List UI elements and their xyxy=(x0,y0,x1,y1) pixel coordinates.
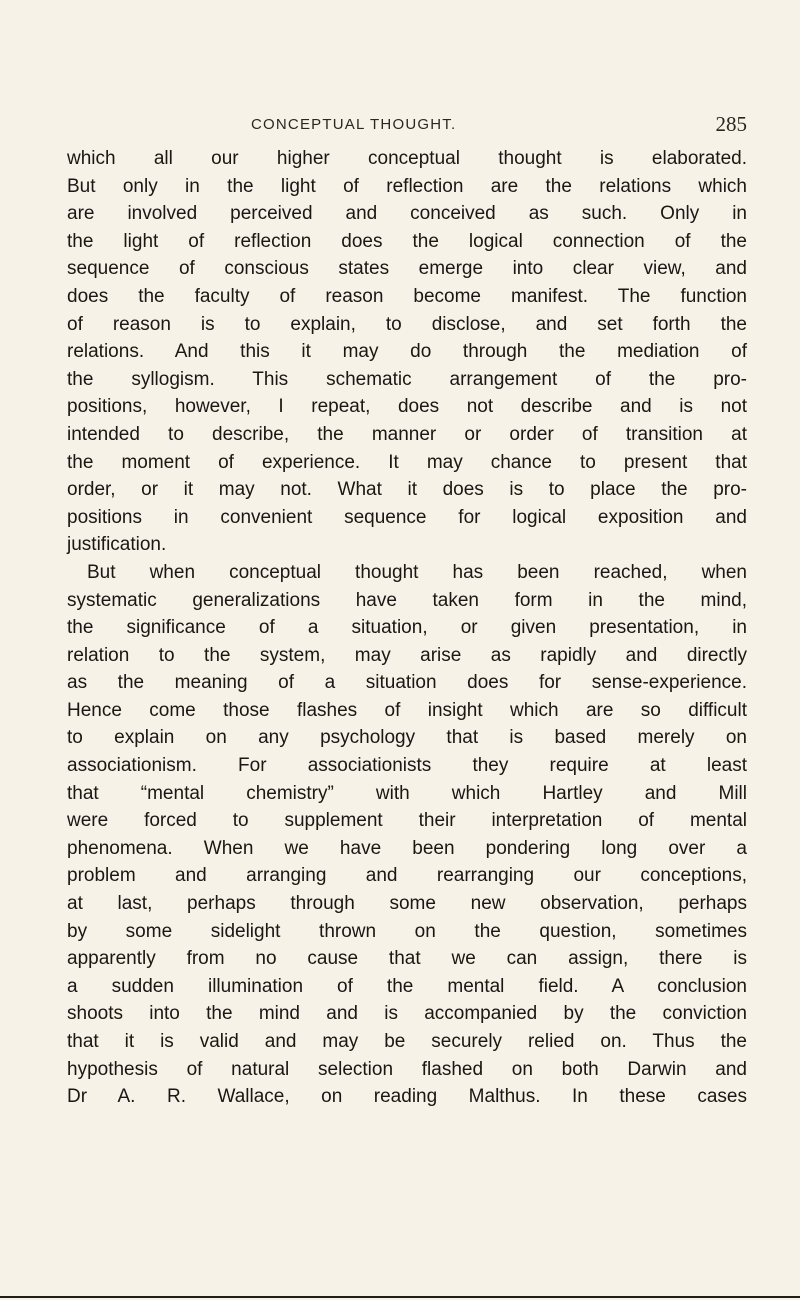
text-line: the syllogism. This schematic arrangement of the pro- xyxy=(67,368,747,390)
text-line: problem and arranging and rearranging our conceptions, xyxy=(67,865,747,887)
text-line: positions in convenient sequence for logical exposition and xyxy=(67,506,747,528)
text-line: which all our higher conceptual thought is elaborated. xyxy=(67,148,747,169)
scan-edge-divider xyxy=(0,1296,800,1298)
text-line: But when conceptual thought has been reached, when xyxy=(87,561,747,583)
text-line: relations. And this it may do through the mediation of xyxy=(67,341,747,363)
text-line: order, or it may not. What it does is to place the pro- xyxy=(67,479,747,501)
text-line: systematic generalizations have taken form in the mind, xyxy=(67,589,747,611)
body-text xyxy=(67,145,747,1111)
text-line: does the faculty of reason become manifest. The function xyxy=(67,285,747,307)
text-line: the light of reflection does the logical connection of the xyxy=(67,230,747,252)
text-line: the moment of experience. It may chance to present that xyxy=(67,451,747,473)
text-line: were forced to supplement their interpretation of mental xyxy=(67,810,747,832)
running-head-title: CONCEPTUAL THOUGHT. xyxy=(251,116,457,133)
text-line: hypothesis of natural selection flashed on both Darwin and xyxy=(67,1058,747,1080)
text-line: Hence come those flashes of insight which are so difficult xyxy=(67,699,747,721)
text-line: relation to the system, may arise as rapidly and directly xyxy=(67,644,747,666)
text-line: positions, however, I repeat, does not describe and is not xyxy=(67,396,747,418)
text-line: that it is valid and may be securely relied on. Thus the xyxy=(67,1031,747,1052)
text-line: at last, perhaps through some new observation, perhaps xyxy=(67,893,747,915)
text-line: the significance of a situation, or given presentation, in xyxy=(67,617,747,639)
text-line: are involved perceived and conceived as such. Only in xyxy=(67,203,747,225)
text-line: justification. xyxy=(67,534,167,556)
text-line: intended to describe, the manner or order of transition at xyxy=(67,423,747,445)
text-line: as the meaning of a situation does for sense-experience. xyxy=(67,672,747,694)
text-line: sequence of conscious states emerge into clear view, and xyxy=(67,258,747,280)
text-line: that “mental chemistry” with which Hartley and Mill xyxy=(67,782,747,804)
text-line: apparently from no cause that we can assign, there is xyxy=(67,948,747,970)
running-head xyxy=(67,112,747,138)
text-line: Dr A. R. Wallace, on reading Malthus. In these cases xyxy=(67,1086,747,1108)
text-line: But only in the light of reflection are the relations which xyxy=(67,175,747,197)
text-line: to explain on any psychology that is based merely on xyxy=(67,727,747,749)
text-line: a sudden illumination of the mental field. A conclusion xyxy=(67,975,747,997)
text-line: shoots into the mind and is accompanied by the conviction xyxy=(67,1003,747,1025)
text-line: by some sidelight thrown on the question, sometimes xyxy=(67,920,747,942)
page-number: 285 xyxy=(715,112,747,136)
text-line: of reason is to explain, to disclose, and set forth the xyxy=(67,313,747,335)
text-line: phenomena. When we have been pondering long over a xyxy=(67,837,747,859)
text-line: associationism. For associationists they require at least xyxy=(67,755,747,777)
